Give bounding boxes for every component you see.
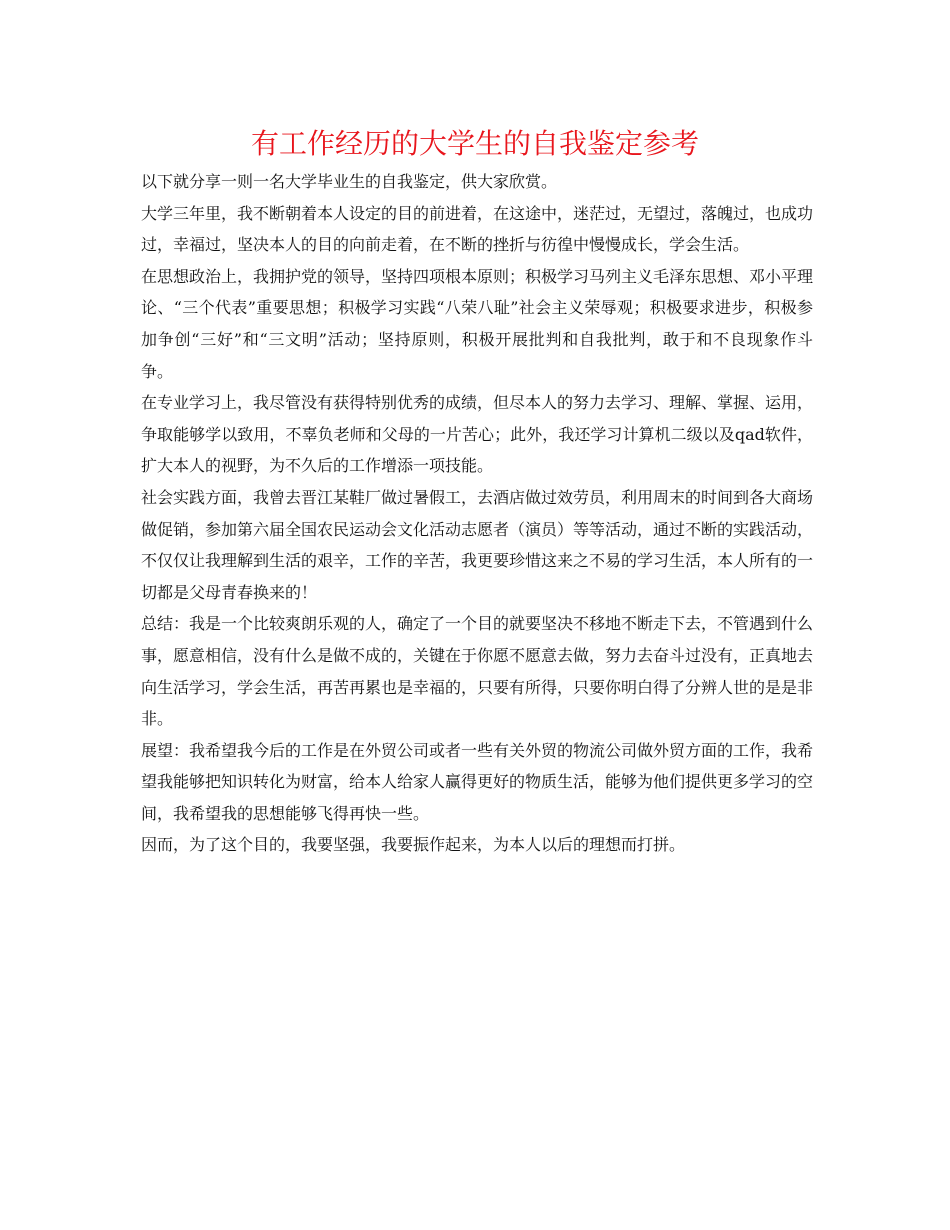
document-title: 有工作经历的大学生的自我鉴定参考 xyxy=(250,127,699,160)
document-body xyxy=(141,166,813,861)
paragraph-intro: 以下就分享一则一名大学毕业生的自我鉴定，供大家欣赏。 xyxy=(141,172,558,191)
paragraph-social-practice: 社会实践方面，我曾去晋江某鞋厂做过暑假工，去酒店做过效劳员，利用周末的时间到各大商场做促销，参加第六届全国农民运动会文化活动志愿者（演员）等等活动，通过不断的实践活动，不仅仅让我理解到生活的艰辛，工作的辛苦，我更要珍惜这来之不易的学习生活，本人所有的一切都是父母青春换来的！ xyxy=(141,487,814,602)
paragraph-professional-study: 在专业学习上，我尽管没有获得特别优秀的成绩，但尽本人的努力去学习、理解、掌握、运用，争取能够学以致用，不辜负老师和父母的一片苦心；此外，我还学习计算机二级以及qad软件，扩大本人的视野，为不久后的工作增添一项技能。 xyxy=(141,393,814,476)
paragraph-college-years: 大学三年里，我不断朝着本人设定的目的前进着，在这途中，迷茫过，无望过，落魄过，也成功过，幸福过，坚决本人的目的向前走着，在不断的挫折与彷徨中慢慢成长，学会生活。 xyxy=(141,203,814,255)
paragraph-conclusion: 因而，为了这个目的，我要坚强，我要振作起来，为本人以后的理想而打拼。 xyxy=(141,835,686,855)
paragraph-outlook: 展望：我希望我今后的工作是在外贸公司或者一些有关外贸的物流公司做外贸方面的工作，我希望我能够把知识转化为财富，给本人给家人赢得更好的物质生活，能够为他们提供更多学习的空间，我希望我的思想能够飞得再快一些。 xyxy=(141,740,814,823)
paragraph-political-thought: 在思想政治上，我拥护党的领导，坚持四项根本原则；积极学习马列主义毛泽东思想、邓小平理论、“三个代表”重要思想；积极学习实践“八荣八耻”社会主义荣辱观；积极要求进步，积极参加争创“三好”和“三文明”活动；坚持原则，积极开展批判和自我批判，敢于和不良现象作斗争。 xyxy=(141,266,814,381)
paragraph-summary: 总结：我是一个比较爽朗乐观的人，确定了一个目的就要坚决不移地不断走下去，不管遇到什么事，愿意相信，没有什么是做不成的，关键在于你愿不愿意去做，努力去奋斗过没有，正真地去向生活学习，学会生活，再苦再累也是幸福的，只要有所得，只要你明白得了分辨人世的是是非非。 xyxy=(141,614,814,729)
